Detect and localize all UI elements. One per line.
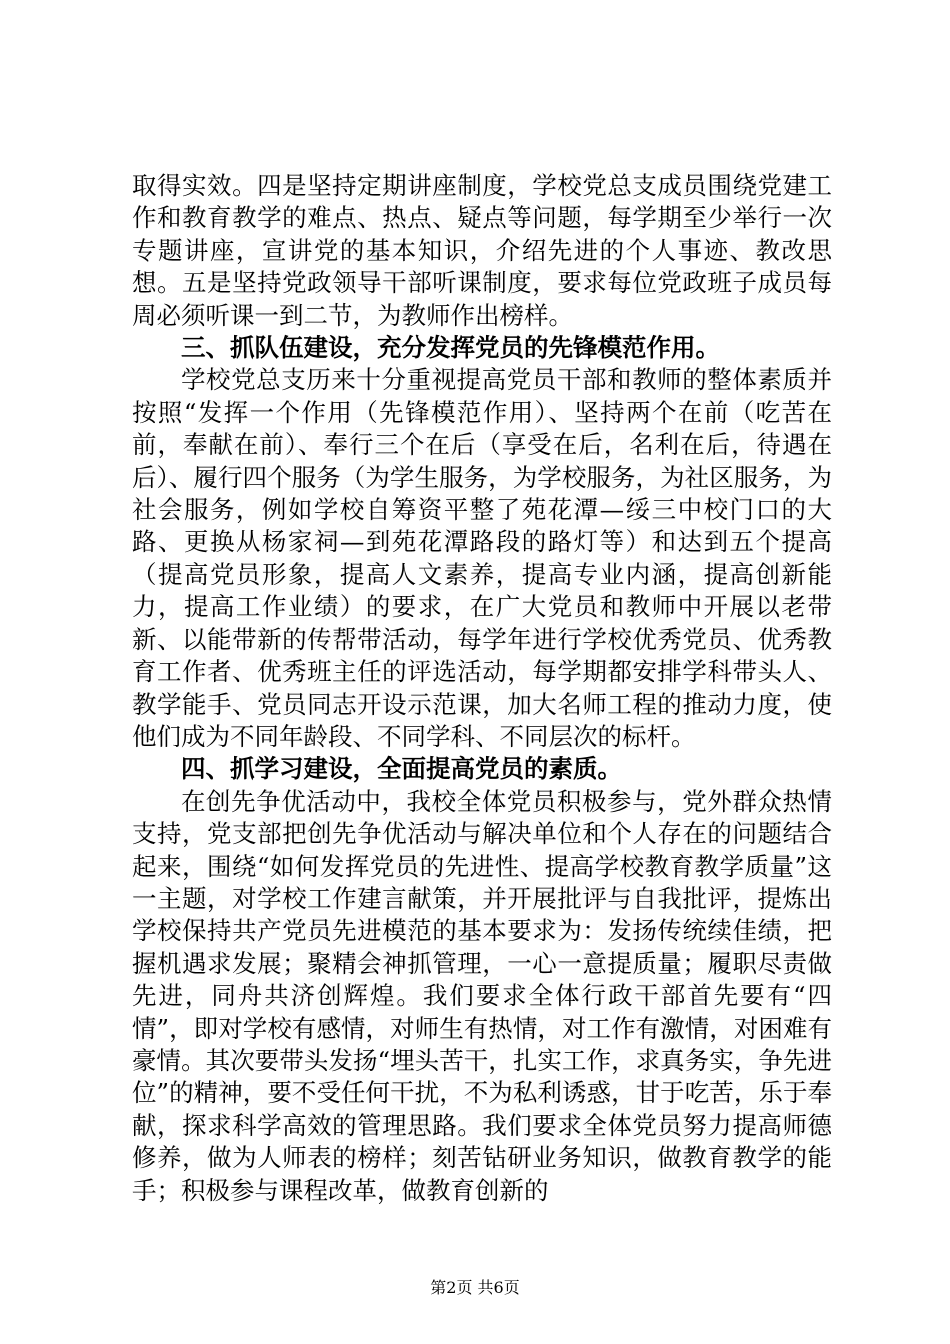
paragraph-team-building: 学校党总支历来十分重视提高党员干部和教师的整体素质并按照“发挥一个作用（先锋模范作用）、坚持两个在前（吃苦在前，奉献在前）、奉行三个在后（享受在后，名利在后，待遇在后）、履行四个服务（为学生服务，为学校服务，为社区服务，为社会服务，例如学校自筹资平整了苑花潭—绥三中校门口的大路、更换从杨家祠—到苑花潭路段的路灯等）和达到五个提高（提高党员形象，提高人文素养，提高专业内涵，提高创新能力，提高工作业绩）的要求，在广大党员和教师中开展以老带新、以能带新的传帮带活动，每学年进行学校优秀党员、优秀教育工作者、优秀班主任的评选活动，每学期都安排学科带头人、教学能手、党员同志开设示范课，加大名师工程的推动力度，使他们成为不同年龄段、不同学科、不同层次的标杆。 xyxy=(132,365,832,751)
document-body xyxy=(132,170,832,1207)
paragraph-study-building: 在创先争优活动中，我校全体党员积极参与，党外群众热情支持，党支部把创先争优活动与解决单位和个人存在的问题结合起来，围绕“如何发挥党员的先进性、提高学校教育教学质量”这一主题，对学校工作建言献策，并开展批评与自我批评，提炼出学校保持共产党员先进模范的基本要求为：发扬传统续佳绩，把握机遇求发展；聚精会神抓管理，一心一意提质量；履职尽责做先进，同舟共济创辉煌。我们要求全体行政干部首先要有“四情”，即对学校有感情，对师生有热情，对工作有激情，对困难有豪情。其次要带头发扬“埋头苦干，扎实工作，求真务实，争先进位”的精神，要不受任何干扰，不为私利诱惑，甘于吃苦，乐于奉献，探求科学高效的管理思路。我们要求全体党员努力提高师德修养，做为人师表的榜样；刻苦钻研业务知识，做教育教学的能手；积极参与课程改革，做教育创新的 xyxy=(132,786,832,1205)
page-number-footer: 第2页 共6页 xyxy=(430,1278,520,1297)
section-heading-4: 四、抓学习建设，全面提高党员的素质。 xyxy=(181,754,622,784)
section-heading-3: 三、抓队伍建设，充分发挥党员的先锋模范作用。 xyxy=(181,333,720,363)
paragraph-continued: 取得实效。四是坚持定期讲座制度，学校党总支成员围绕党建工作和教育教学的难点、热点、疑点等问题，每学期至少举行一次专题讲座，宣讲党的基本知识，介绍先进的个人事迹、教改思想。五是坚持党政领导干部听课制度，要求每位党政班子成员每周必须听课一到二节，为教师作出榜样。 xyxy=(132,171,832,330)
